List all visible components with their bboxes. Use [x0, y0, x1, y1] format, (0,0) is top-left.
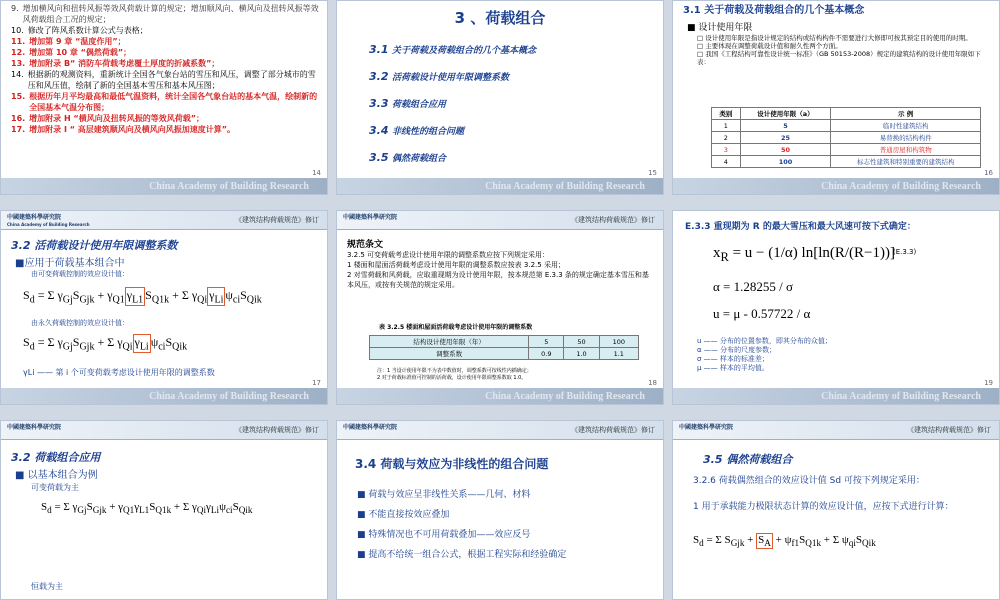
logo: 中國建築科學研究院 China Academy of Building Research: [7, 214, 90, 227]
label: 由可变荷载控制的效应设计值：: [31, 270, 129, 278]
list-item: 14. 根据新的观测资料，重新统计全国各气象台站的雪压和风压，调整了部分城市的雪压和风压值，绘制了新的全国基本雪压和基本风压图；: [11, 70, 316, 90]
list-item: 9. 增加横风向和扭转风振等效风荷载计算的规定；增加顺风向、横风向及扭转风振等效风荷载组合工况的规定；: [11, 4, 319, 24]
header-revision: 《建筑结构荷载规范》修订: [571, 426, 655, 434]
logo: 中國建築科學研究院: [679, 424, 734, 431]
clause-text: 3.2.6 荷载偶然组合的效应设计值 Sd 可按下列规定采用：: [693, 476, 925, 486]
list-item: 15. 根据历年月平均最高和最低气温资料，统计全国各气象台站的基本气温，绘制新的全国基本气温分布图；: [11, 92, 318, 112]
bullet: ■ 以基本组合为例: [15, 470, 98, 481]
slide-16[interactable]: [672, 0, 1000, 195]
slide-number: 18: [648, 379, 657, 387]
alpha-formula: α = 1.28255 / σ: [713, 279, 794, 294]
slide-number: 16: [984, 169, 993, 177]
sub-list: [697, 34, 982, 66]
slide-number: 19: [984, 379, 993, 387]
list-item: □ 主要体现在调整荷载设计值和耐久性两个方面。: [697, 42, 842, 50]
logo: 中國建築科學研究院: [7, 424, 62, 431]
slide-15[interactable]: [336, 0, 664, 195]
slide-20[interactable]: [0, 420, 328, 600]
slide-header: [673, 421, 999, 440]
adjustment-table: 结构设计使用年限（年） 5 50 100 调整系数 0.9 1.0 1.1: [369, 335, 639, 360]
slide-22[interactable]: [672, 420, 1000, 600]
table-row: 4 100 标志性建筑和特别重要的建筑结构: [712, 156, 981, 168]
slide-heading: 3.5 偶然荷载组合: [703, 453, 793, 466]
bullet-list: [357, 485, 566, 565]
slide-heading: 3.2 活荷载设计使用年限调整系数: [11, 239, 178, 252]
section-title: 3 、荷载组合: [454, 9, 546, 27]
slide-footer: China Academy of Building Research: [1, 388, 327, 404]
list-item: □ 我国《工程结构可靠性设计统一标准》（GB 50153-2008）规定的建筑结构的设计使用年限如下表：: [697, 50, 981, 66]
equation-label: (E.3.3): [893, 248, 917, 256]
slide-number: 14: [312, 169, 321, 177]
label: 恒载为主: [31, 582, 63, 591]
table-row: 2 25 易替换的结构构件: [712, 132, 981, 144]
slide-footer: China Academy of Building Research: [1, 178, 327, 194]
list-item: □ 设计使用年限是指设计规定的结构或结构构件不需要进行大修即可按其预定目的使用的时期。: [697, 34, 972, 42]
table-row: 3 50 普通房屋和构筑物: [712, 144, 981, 156]
slide-footer: China Academy of Building Research: [337, 178, 663, 194]
list-item: 12. 增加第 10 章 “偶然荷载”；: [11, 48, 132, 57]
slide-header: [337, 421, 663, 440]
bullet: ■应用于荷载基本组合中: [15, 258, 125, 269]
toc-item[interactable]: 3.5 偶然荷载组合: [369, 151, 447, 164]
toc-item[interactable]: 3.4 非线性的组合问题: [369, 124, 465, 137]
slide-19[interactable]: [672, 210, 1000, 405]
list-item: ■ 提高不给统一组合公式，根据工程实际和经验确定: [357, 550, 567, 560]
slide-heading: 3.4 荷载与效应为非线性的组合问题: [355, 457, 549, 471]
table-row: 1 5 临时性建筑结构: [712, 120, 981, 132]
slide-17[interactable]: [0, 210, 328, 405]
formula-variable: $S_d = \Sigma$ $\gamma_{Gj}S_{Gjk} + \gamma_{Q1}$ $\gamma_{L1}$ $S_{Q1k} + \Sigma$ $\gamma_{Qi}$ $\gamma_{Li}$ $\psi_{ci}S_{Qik}$: [23, 288, 262, 306]
clause-text: 3.2.5 可变荷载考虑设计使用年限的调整系数应按下列规定采用： 1 楼面和屋面活荷载考虑设计使用年限的调整系数应按表 3.2.5 采用； 2 对雪荷载和风荷载，应取重现期为设计使用年限，按本规范第 E.3.3 条的规定确定基本雪压和基本风压，或按有关规范的规定采用。: [347, 251, 649, 289]
list-item: ■ 不能直接按效应叠加: [357, 510, 450, 520]
slide-heading: 规范条文: [347, 240, 384, 250]
slide-14-list: [11, 3, 321, 135]
toc-list: [369, 37, 649, 172]
logo: 中國建築科學研究院: [343, 424, 398, 431]
slide-header: [337, 211, 663, 230]
header-revision: 《建筑结构荷载规范》修订: [235, 426, 319, 434]
slide-footer: China Academy of Building Research: [337, 388, 663, 404]
slide-number: 15: [648, 169, 657, 177]
usage-table: 类别 设计使用年限（a） 示 例 1 5 临时性建筑结构 2 25 易替换的结构构件 3 50 普通房屋和构筑物 4 100 标志性建筑和特别重要的建筑结构: [711, 107, 981, 168]
header-revision: 《建筑结构荷载规范》修订: [571, 216, 655, 224]
formula: $S_d = \Sigma$ $S_{Gjk} + S_A + \psi_{f1}S_{Q1k} + \Sigma$ $\psi_{qi}S_{Qik}$: [693, 534, 876, 549]
header-revision: 《建筑结构荷载规范》修订: [907, 426, 991, 434]
formula: $S_d = \Sigma$ $\gamma_{Gj}S_{Gjk} + \gamma_{Q1}\gamma_{L1}S_{Q1k} + \Sigma$ $\gamma_{Qi}\gamma_{Li}\psi_{ci}S_{Qik}$: [41, 501, 253, 516]
list-item: 17. 增加附录 I “ 高层建筑顺风向及横风向风振加速度计算”。: [11, 125, 236, 134]
table-title: 表 3.2.5 楼面和屋面活荷载考虑设计使用年限的调整系数: [379, 324, 533, 331]
slide-14[interactable]: [0, 0, 328, 195]
slide-21[interactable]: [336, 420, 664, 600]
slide-header: [1, 421, 327, 440]
slide-footer: China Academy of Building Research: [673, 178, 999, 194]
header-revision: 《建筑结构荷载规范》修订: [235, 216, 319, 224]
list-item: ■ 荷载与效应呈非线性关系——几何、材料: [357, 490, 531, 500]
list-item: 13. 增加附录 B“ 消防车荷载考虑覆土厚度的折减系数”；: [11, 59, 220, 68]
toc-item[interactable]: 3.1 关于荷载及荷载组合的几个基本概念: [369, 43, 537, 56]
table-notes: 注：1 当设计使用年限不为表中数值时，调整系数可按线性内插确定； 2 对于荷载标准值可控制的活荷载，设计使用年限调整系数取 1.0。: [377, 368, 532, 381]
logo: 中國建築科學研究院: [343, 214, 398, 221]
clause-item: 1 用于承载能力极限状态计算的效应设计值，应按下式进行计算：: [693, 502, 954, 512]
toc-item[interactable]: 3.2 活荷载设计使用年限调整系数: [369, 70, 510, 83]
slide-header: [1, 211, 327, 230]
slide-heading: E.3.3 重现期为 R 的最大雪压和最大风速可按下式确定：: [685, 222, 916, 232]
list-item: 11. 增加第 9 章 “温度作用”；: [11, 37, 126, 46]
u-formula: u = μ - 0.57722 / α: [713, 306, 811, 321]
formula-permanent: $S_d = \Sigma$ $\gamma_{Gj}S_{Gjk} + \Sigma$ $\gamma_{Qi}$ $\gamma_{Li}$ $\psi_{ci}S_{Qik}$: [23, 335, 188, 353]
list-item: 10. 修改了阵风系数计算公式与表格；: [11, 26, 148, 35]
slide-heading: 3.2 荷载组合应用: [11, 451, 101, 464]
toc-item[interactable]: 3.3 荷载组合应用: [369, 97, 447, 110]
bullet: ■ 设计使用年限: [687, 23, 753, 33]
label: 由永久荷载控制的效应设计值：: [31, 319, 129, 327]
slide-heading: 3.1 关于荷载及荷载组合的几个基本概念: [683, 5, 865, 16]
label: 可变荷载为主: [31, 483, 79, 492]
table-row: 调整系数 0.9 1.0 1.1: [370, 348, 639, 360]
list-item: ■ 特殊情况也不可用荷载叠加——效应反号: [357, 530, 531, 540]
list-item: 16. 增加附录 H “横风向及扭转风振的等效风荷载”；: [11, 114, 204, 123]
note: γLi —— 第 i 个可变荷载考虑设计使用年限的调整系数: [23, 368, 215, 377]
variable-list: u —— 分布的位置参数，即其分布的众值； α —— 分布的尺度参数； σ —— 样本的标准差； μ —— 样本的平均值。: [697, 337, 832, 372]
slide-footer: China Academy of Building Research: [673, 388, 999, 404]
slide-18[interactable]: [336, 210, 664, 405]
slide-number: 17: [312, 379, 321, 387]
main-formula: $x_R = u - (1/\alpha)$ ln[ln(R/(R−1))]: [713, 245, 895, 264]
